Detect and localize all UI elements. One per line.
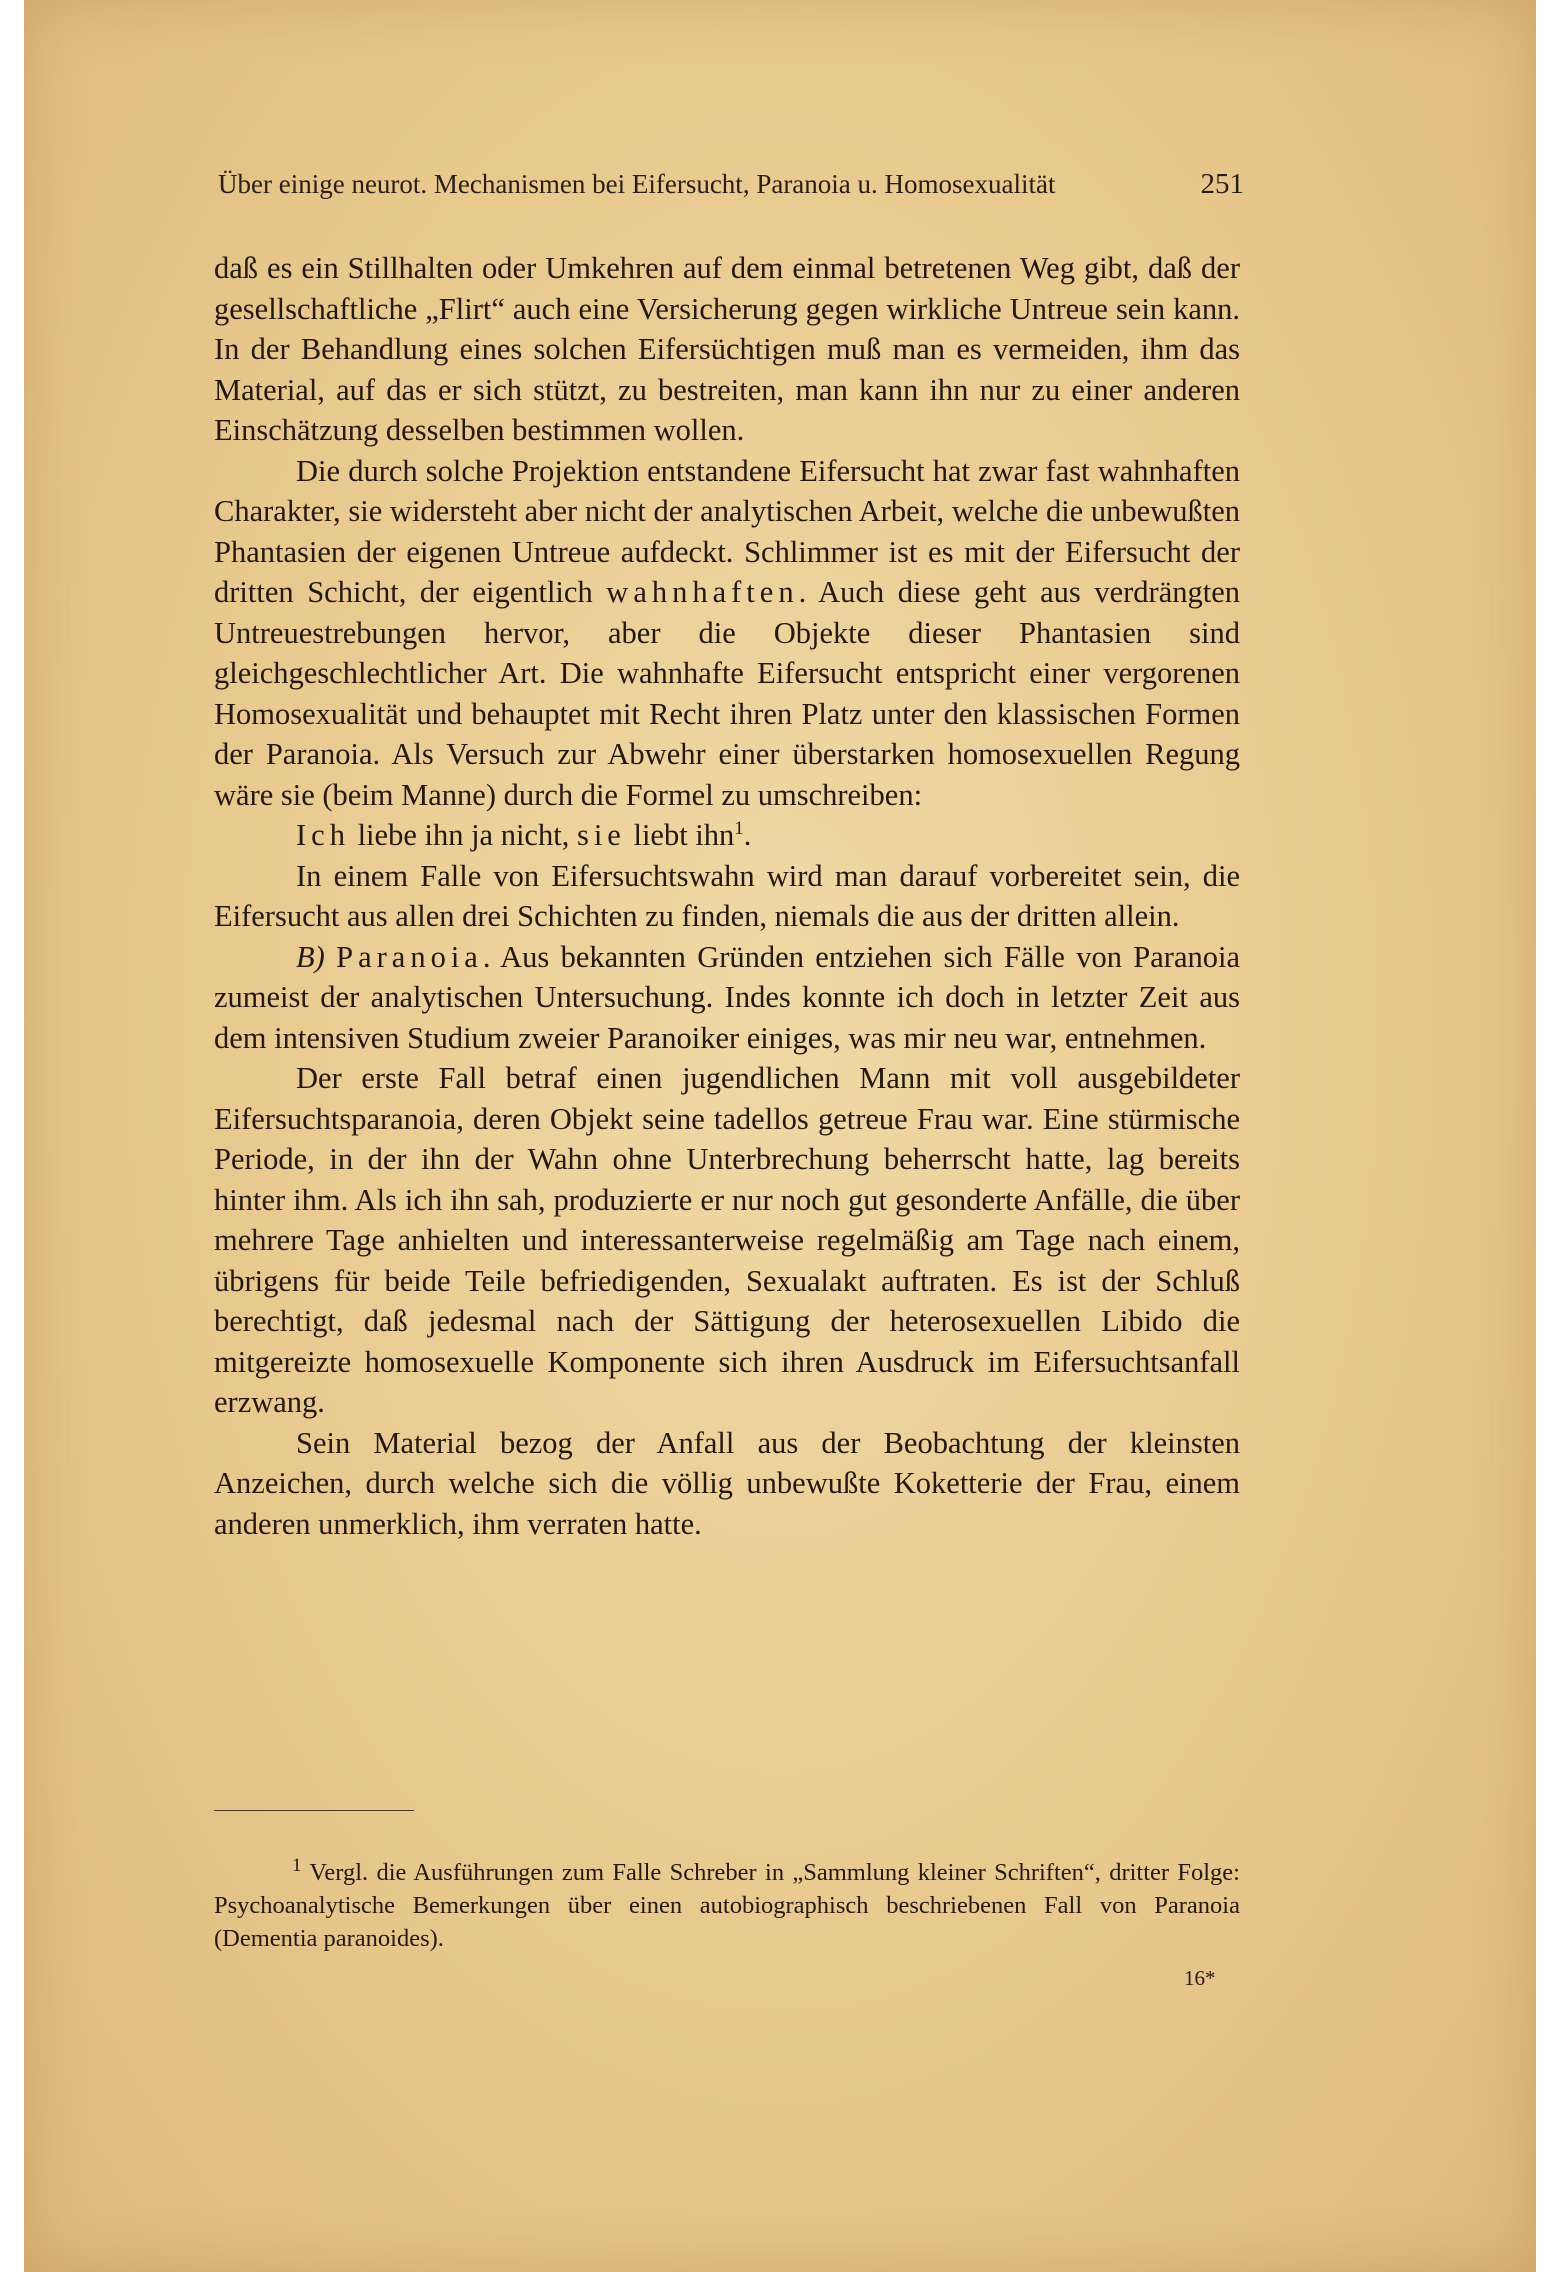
formula-line	[214, 815, 1240, 856]
paragraph-1: daß es ein Stillhalten oder Umkehren auf dem einmal betretenen Weg gibt, daß der gesellschaftliche „Flirt“ auch eine Versicherung gegen wirkliche Untreue sein kann. In der Behandlung eines solchen Eifersüchtigen muß man es vermeiden, ihm das Material, auf das er sich stützt, zu bestreiten, man kann ihn nur zu einer anderen Einschätzung desselben bestimmen wollen.	[214, 251, 1240, 447]
footnote	[214, 1856, 1240, 1955]
running-header	[218, 168, 1244, 201]
paragraph-2-part-a: Die durch solche Projektion entstandene Eifersucht hat zwar fast wahnhaften Charakter, sie widersteht aber nicht der analytischen Arbeit, welche die unbewußten Phantasien der eigenen Untreue aufdeckt. Schlimmer ist es mit der Eifersucht der dritten Schicht, der eigentlich	[214, 453, 1240, 609]
formula-sie: sie	[576, 818, 626, 852]
formula-end: liebt ihn	[633, 818, 735, 852]
paragraph-5: Der erste Fall betraf einen jugendlichen Mann mit voll ausgebildeter Eifersuchtsparanoia, deren Objekt seine tadellos getreue Frau war. Eine stürmische Periode, in der ihn der Wahn ohne Unterbrechung beherrscht hatte, lag bereits hinter ihm. Als ich ihn sah, produzierte er nur noch gut gesonderte Anfälle, die über mehrere Tage anhielten und interessanterweise regelmäßig am Tage nach einem, übrigens für beide Teile befriedigenden, Sexualakt auftraten. Es ist der Schluß berechtigt, daß jedesmal nach der Sättigung der heterosexuellen Libido die mitgereizte homosexuelle Komponente sich ihren Ausdruck im Eifersuchtsanfall erzwang.	[214, 1061, 1240, 1419]
paragraph-4	[214, 937, 1240, 1059]
section-heading-paranoia: Paranoia	[336, 939, 483, 974]
footnote-ref[interactable]: 1	[734, 817, 744, 839]
footnote-rule	[214, 1810, 414, 1811]
footnote-text: Vergl. die Ausführungen zum Falle Schreber in „Sammlung kleiner Schriften“, dritter Folge: Psychoanalytische Bemerkungen über einen autobiographisch beschriebenen Fall von Paranoia (Dementia paranoides).	[214, 1859, 1240, 1952]
paragraph-4-rest: . Aus bekannten Gründen entziehen sich Fälle von Paranoia zumeist der analytischen Untersuchung. Indes konnte ich doch in letzter Zeit aus dem intensiven Studium zweier Paranoiker einiges, was mir neu war, entnehmen.	[214, 939, 1241, 1055]
paragraph-3: In einem Falle von Eifersuchtswahn wird man darauf vorbereitet sein, die Eifersucht aus allen drei Schichten zu finden, niemals die aus der dritten allein.	[214, 858, 1240, 933]
formula-ich: Ich	[296, 818, 350, 852]
formula-mid: liebe ihn ja nicht,	[357, 818, 570, 852]
page-number: 251	[1200, 168, 1244, 200]
section-label: B)	[296, 939, 325, 974]
signature-mark: 16*	[1184, 1966, 1216, 1990]
paragraph-2	[214, 451, 1240, 816]
footnote-marker: 1	[292, 1854, 302, 1876]
paragraph-6: Sein Material bezog der Anfall aus der Beobachtung der kleinsten Anzeichen, durch welche sich die völlig unbewußte Koketterie der Frau, einem anderen unmerklich, ihm verraten hatte.	[214, 1425, 1240, 1541]
main-text	[214, 248, 1240, 1544]
running-title: Über einige neurot. Mechanismen bei Eifersucht, Paranoia u. Homosexualität	[218, 169, 1056, 199]
spaced-word-wahnhaften: wahnhaften	[606, 575, 799, 609]
formula-dot: .	[743, 818, 752, 852]
paragraph-2-part-b: . Auch diese geht aus verdrängten Untreuestrebungen hervor, aber die Objekte dieser Phantasien sind gleichgeschlechtlicher Art. Die wahnhafte Eifersucht entspricht einer vergorenen Homosexualität und behauptet mit Recht ihren Platz unter den klassischen Formen der Paranoia. Als Versuch zur Abwehr einer überstarken homosexuellen Regung wäre sie (beim Manne) durch die Formel zu umschreiben:	[214, 575, 1241, 812]
